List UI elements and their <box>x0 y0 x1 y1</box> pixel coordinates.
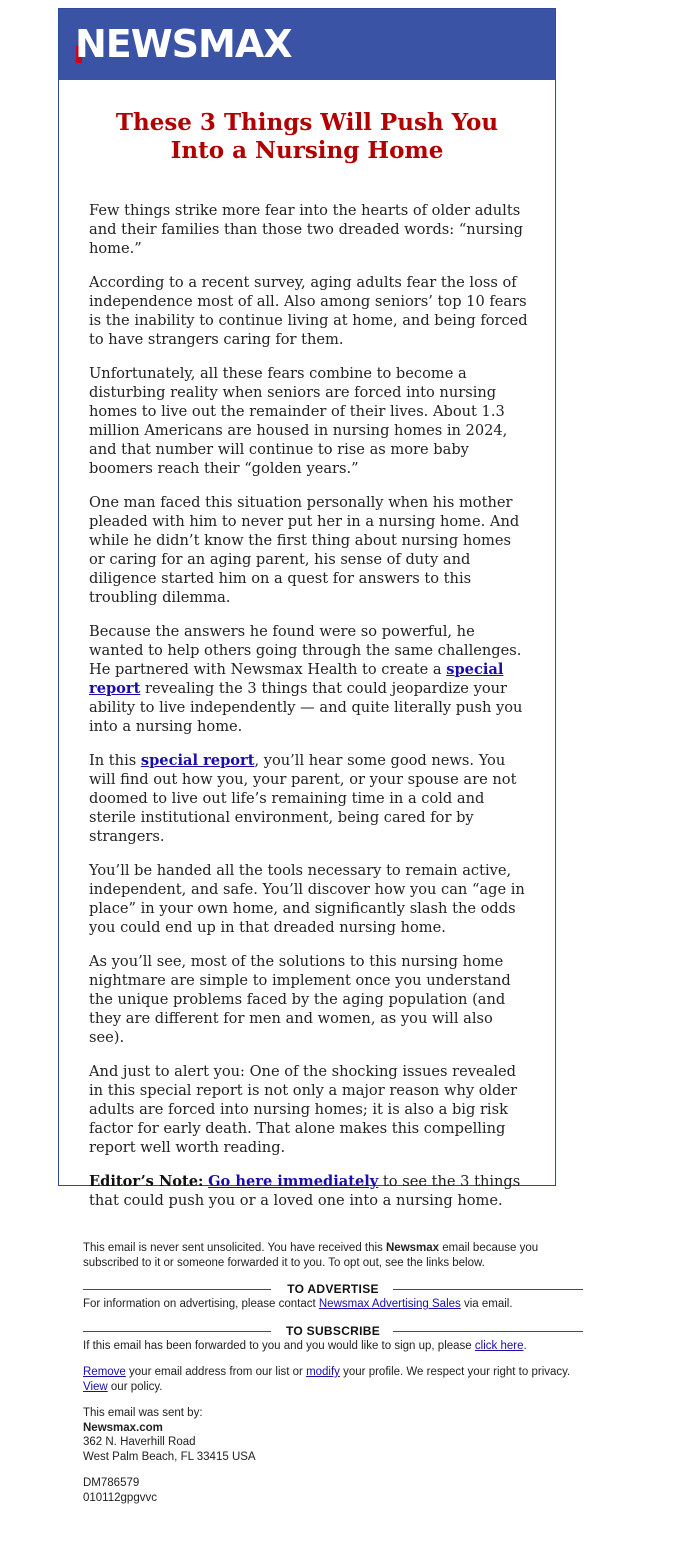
subscribe-text: If this email has been forwarded to you and you would like to sign up, please click here. <box>83 1339 527 1352</box>
paragraph-8: As you’ll see, most of the solutions to this nursing home nightmare are simple to implement once you understand the unique problems faced by the aging population (and they are different for men and women, as you will also see). <box>89 953 511 1046</box>
advertise-text: For information on advertising, please contact Newsmax Advertising Sales via email. <box>83 1298 513 1310</box>
advertising-sales-link[interactable]: Newsmax Advertising Sales <box>318 1298 461 1310</box>
headline-line-2: Into a Nursing Home <box>170 137 444 164</box>
editors-note: Editor’s Note: Go here immediately to see the 3 things that could push you or a loved one into a nursing home. <box>89 1173 521 1209</box>
special-report-link[interactable]: special report <box>89 661 504 697</box>
unsubscribe-text: Remove your email address from our list or modify your profile. We respect your right to privacy. View our policy. <box>83 1366 571 1393</box>
article-body <box>89 201 529 1225</box>
paragraph-3: Unfortunately, all these fears combine to become a disturbing reality when seniors are forced into nursing homes to live out the remainder of their lives. About 1.3 million Americans are housed in nursing homes in 2024, and that number will continue to rise as more baby boomers reach their “golden years.” <box>89 365 508 477</box>
modify-link[interactable]: modify <box>306 1366 340 1378</box>
divider <box>393 1331 583 1332</box>
paragraph-2: According to a recent survey, aging adults fear the loss of independence most of all. Also among seniors’ top 10 fears is the inability to continue living at home, and being forced to have strangers caring for them. <box>89 274 528 348</box>
paragraph-1: Few things strike more fear into the hearts of older adults and their families than those two dreaded words: “nursing home.” <box>89 202 523 257</box>
advertise-heading: TO ADVERTISE <box>83 1282 583 1296</box>
paragraph-7: You’ll be handed all the tools necessary to remain active, independent, and safe. You’ll discover how you can “age in place” in your own home, and significantly slash the odds you could end up in that dreaded nursing home. <box>89 862 525 936</box>
tracking-codes: DM786579 010112gpgvvc <box>83 1477 157 1504</box>
editors-note-label: Editor’s Note: <box>89 1173 204 1190</box>
divider <box>83 1289 271 1290</box>
view-policy-link[interactable]: View <box>83 1380 108 1393</box>
click-here-link[interactable]: click here <box>474 1339 524 1352</box>
subscribe-heading: TO SUBSCRIBE <box>83 1324 583 1338</box>
special-report-link-2[interactable]: special report <box>140 752 255 769</box>
email-footer <box>83 1241 583 1517</box>
paragraph-4: One man faced this situation personally when his mother pleaded with him to never put her in a nursing home. And while he didn’t know the first thing about nursing homes or caring for an aging parent, his sense of duty and diligence started him on a quest for answers to this troubling dilemma. <box>89 494 520 606</box>
footer-intro: This email is never sent unsolicited. You have received this Newsmax email because you subscribed to it or someone forwarded it to you. To opt out, see the links below. <box>83 1242 539 1269</box>
go-here-link[interactable]: Go here immediately <box>208 1173 379 1190</box>
email-card <box>58 8 556 1209</box>
header-banner <box>59 9 555 80</box>
remove-link[interactable]: Remove <box>83 1366 126 1378</box>
headline <box>59 109 555 165</box>
divider <box>83 1331 271 1332</box>
paragraph-6: In this special report, you’ll hear some good news. You will find out how you, your parent, or your spouse are not doomed to live out life’s remaining time in a cold and sterile institutional environment, being cared for by strangers. <box>89 752 517 845</box>
paragraph-5: Because the answers he found were so powerful, he wanted to help others going through the same challenges. He partnered with Newsmax Health to create a special report revealing the 3 things that could jeopardize your ability to live independently — and quite literally push you into a nursing home. <box>89 623 523 735</box>
company-name: Newsmax.com <box>83 1421 163 1434</box>
sender-info: This email was sent by: Newsmax.com 362 N. Haverhill Road West Palm Beach, FL 33415 USA <box>83 1407 256 1463</box>
divider <box>393 1289 583 1290</box>
newsmax-logo[interactable]: NEWSMAX <box>75 22 292 66</box>
paragraph-9: And just to alert you: One of the shocking issues revealed in this special report is not only a major reason why older adults are forced into nursing homes; it is also a big risk factor for early death. That alone makes this compelling report well worth reading. <box>89 1063 518 1156</box>
headline-line-1: These 3 Things Will Push You <box>115 109 499 136</box>
